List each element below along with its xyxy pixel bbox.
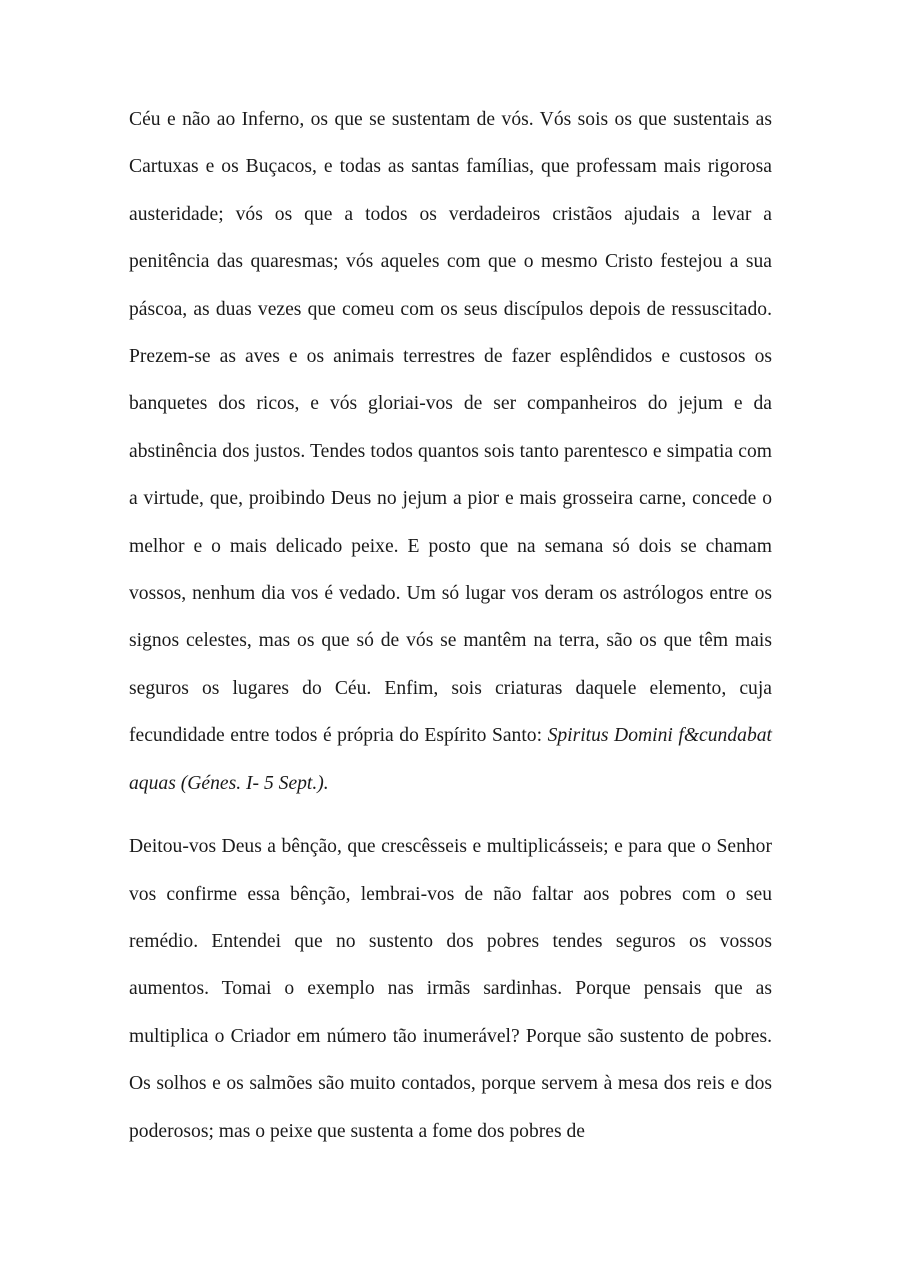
paragraph-1 [129, 96, 772, 807]
latin-citation: Spiritus Domini f&cundabat aquas (Génes. I- 5 Sept.). [129, 725, 772, 794]
paragraph-1-text: Céu e não ao Inferno, os que se sustentam de vós. Vós sois os que sustentais as Cartuxas e os Buçacos, e todas as santas famílias, que professam mais rigorosa austeridade; vós os que a todos os verdadeiros cristãos ajudais a levar a penitência das quaresmas; vós aqueles com que o mesmo Cristo festejou a sua páscoa, as duas vezes que comeu com os seus discípulos depois de ressuscitado. Prezem-se as aves e os animais terrestres de fazer esplêndidos e custosos os banquetes dos ricos, e vós gloriai-vos de ser companheiros do jejum e da abstinência dos justos. Tendes todos quantos sois tanto parentesco e simpatia com a virtude, que, proibindo Deus no jejum a pior e mais grosseira carne, concede o melhor e o mais delicado peixe. E posto que na semana só dois se chamam vossos, nenhum dia vos é vedado. Um só lugar vos deram os astrólogos entre os signos celestes, mas os que só de vós se mantêm na terra, são os que têm mais seguros os lugares do Céu. Enfim, sois criaturas daquele elemento, cuja fecundidade entre todos é própria do Espírito Santo: [129, 109, 772, 747]
paragraph-2-text: Deitou-vos Deus a bênção, que crescêsseis e multiplicásseis; e para que o Senhor vos confirme essa bênção, lembrai-vos de não faltar aos pobres com o seu remédio. Entendei que no sustento dos pobres tendes seguros os vossos aumentos. Tomai o exemplo nas irmãs sardinhas. Porque pensais que as multiplica o Criador em número tão inumerável? Porque são sustento de pobres. Os solhos e os salmões são muito contados, porque servem à mesa dos reis e dos poderosos; mas o peixe que sustenta a fome dos pobres de [129, 836, 772, 1142]
document-page [129, 96, 772, 1155]
paragraph-2 [129, 823, 772, 1155]
